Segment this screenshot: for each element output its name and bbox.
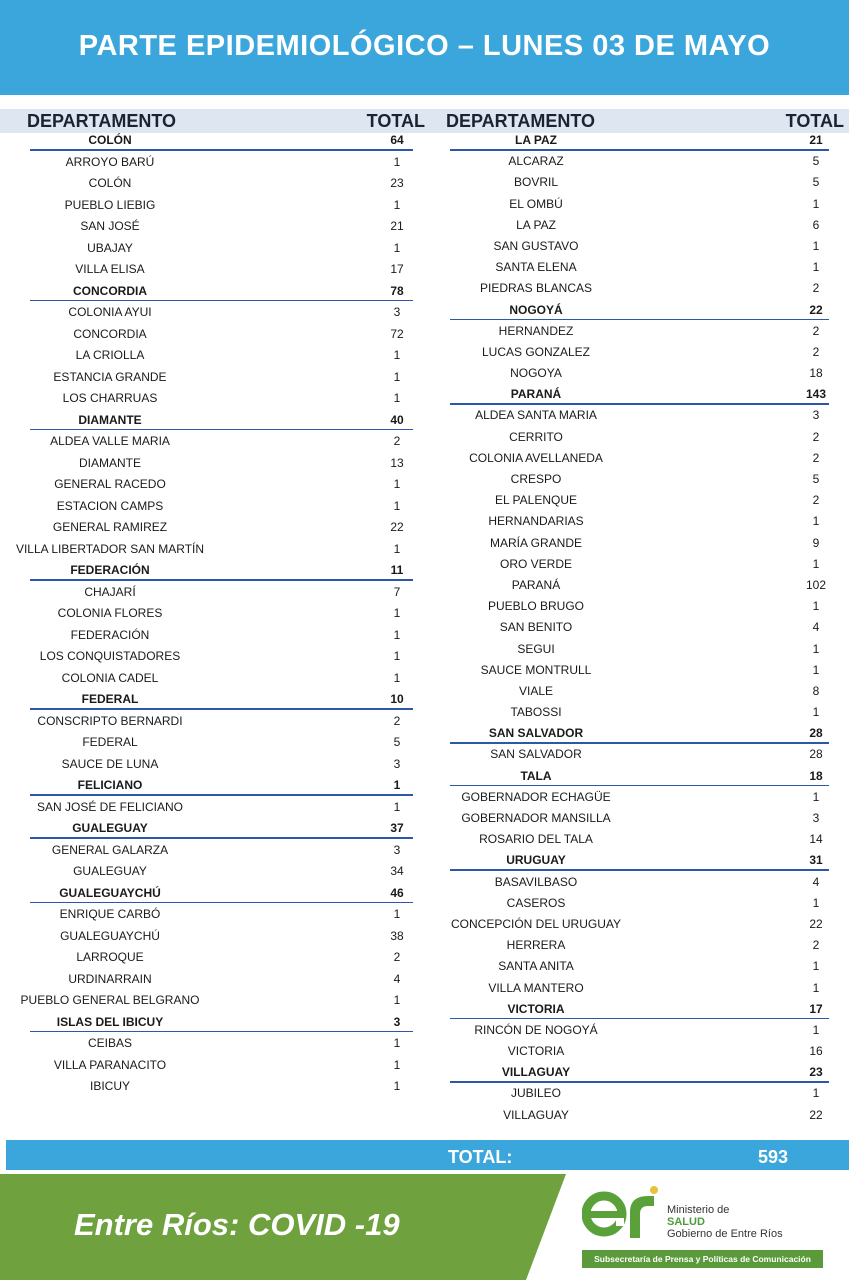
locality-row xyxy=(440,705,849,726)
locality-total: 2 xyxy=(812,938,820,953)
locality-total: 4 xyxy=(393,971,401,986)
locality-total: 3 xyxy=(393,842,401,857)
locality-name: SANTA ELENA xyxy=(495,260,577,275)
locality-row xyxy=(0,1036,425,1058)
department-row xyxy=(0,692,425,714)
locality-name: VIALE xyxy=(518,683,554,698)
locality-row xyxy=(440,281,849,302)
locality-name: CONSCRIPTO BERNARDI xyxy=(37,713,183,728)
locality-name: BOVRIL xyxy=(513,175,559,190)
department-total: 23 xyxy=(809,1065,823,1080)
locality-total: 5 xyxy=(812,154,820,169)
locality-total: 28 xyxy=(809,747,823,762)
locality-name: GENERAL GALARZA xyxy=(51,842,169,857)
locality-name: CONCEPCIÓN DEL URUGUAY xyxy=(450,916,622,931)
locality-name: SAN JOSÉ xyxy=(80,219,140,233)
locality-total: 5 xyxy=(812,472,820,486)
left-column-header xyxy=(0,109,425,133)
locality-name: GOBERNADOR MANSILLA xyxy=(461,811,611,825)
locality-row xyxy=(440,345,849,366)
locality-name: COLONIA AVELLANEDA xyxy=(469,450,603,465)
locality-total: 1 xyxy=(812,980,820,995)
locality-row xyxy=(440,875,849,896)
department-total: 78 xyxy=(390,283,404,298)
locality-name: VICTORIA xyxy=(507,1044,565,1059)
locality-row xyxy=(0,219,425,241)
department-row xyxy=(440,769,849,790)
locality-name: ALDEA VALLE MARIA xyxy=(50,434,170,448)
locality-name: NOGOYA xyxy=(510,366,562,381)
locality-row xyxy=(440,1023,849,1044)
locality-row xyxy=(0,477,425,499)
locality-name: LA CRIOLLA xyxy=(75,348,145,362)
locality-total: 1 xyxy=(393,477,401,491)
department-name: PARANÁ xyxy=(510,387,562,402)
locality-name: CASEROS xyxy=(506,895,566,910)
right-rows xyxy=(440,133,849,1129)
locality-row xyxy=(440,451,849,472)
locality-name: HERNANDARIAS xyxy=(488,514,584,529)
locality-name: ORO VERDE xyxy=(499,556,573,571)
department-name: VILLAGUAY xyxy=(501,1065,571,1080)
locality-total: 1 xyxy=(812,641,820,656)
locality-row xyxy=(0,993,425,1015)
locality-total: 2 xyxy=(812,493,820,508)
locality-name: SAUCE DE LUNA xyxy=(61,756,159,771)
grand-total-value: 593 xyxy=(758,1147,789,1167)
locality-total: 1 xyxy=(393,391,401,405)
locality-name: VILLA ELISA xyxy=(75,262,145,276)
department-name: GUALEGUAY xyxy=(72,821,148,835)
locality-name: ENRIQUE CARBÓ xyxy=(59,907,161,921)
locality-name: COLÓN xyxy=(88,176,132,190)
department-row xyxy=(0,563,425,585)
locality-row xyxy=(440,366,849,387)
ministry-text xyxy=(667,1204,783,1240)
total-header: TOTAL xyxy=(785,111,844,131)
locality-row xyxy=(440,154,849,175)
locality-row xyxy=(440,557,849,578)
locality-total: 1 xyxy=(812,238,820,253)
locality-row xyxy=(440,684,849,705)
total-header: TOTAL xyxy=(366,111,425,131)
locality-row xyxy=(0,585,425,607)
locality-total: 16 xyxy=(809,1044,823,1059)
locality-name: GENERAL RACEDO xyxy=(54,477,166,491)
locality-row xyxy=(440,1108,849,1129)
department-total: 143 xyxy=(805,387,827,402)
locality-total: 1 xyxy=(812,895,820,910)
locality-row xyxy=(0,198,425,220)
locality-total: 1 xyxy=(393,627,401,642)
locality-row xyxy=(440,239,849,260)
locality-name: BASAVILBASO xyxy=(494,874,578,889)
locality-total: 3 xyxy=(393,756,401,771)
locality-name: ESTANCIA GRANDE xyxy=(53,369,167,384)
department-total: 17 xyxy=(809,1001,823,1016)
locality-total: 21 xyxy=(390,219,404,233)
locality-row xyxy=(0,456,425,478)
locality-row xyxy=(0,305,425,327)
locality-total: 22 xyxy=(390,520,404,534)
locality-name: SEGUI xyxy=(517,641,555,656)
department-name: FELICIANO xyxy=(77,778,143,792)
locality-row xyxy=(0,176,425,198)
locality-name: TABOSSI xyxy=(510,705,562,720)
department-name: NOGOYÁ xyxy=(509,302,563,317)
locality-total: 34 xyxy=(390,864,404,878)
department-total: 10 xyxy=(390,692,404,706)
locality-row xyxy=(440,472,849,493)
locality-name: EL PALENQUE xyxy=(494,493,578,508)
locality-row xyxy=(440,790,849,811)
locality-row xyxy=(440,493,849,514)
locality-row xyxy=(0,241,425,263)
department-total: 37 xyxy=(390,821,404,835)
locality-row xyxy=(440,514,849,535)
locality-total: 1 xyxy=(393,1079,401,1093)
locality-total: 1 xyxy=(812,789,820,804)
locality-name: CERRITO xyxy=(509,429,563,444)
locality-total: 13 xyxy=(390,455,404,470)
department-total: 3 xyxy=(393,1014,401,1029)
locality-name: CONCORDIA xyxy=(73,326,147,341)
locality-name: SAN SALVADOR xyxy=(490,747,582,762)
locality-row xyxy=(0,950,425,972)
locality-total: 1 xyxy=(812,556,820,571)
page-title: PARTE EPIDEMIOLÓGICO – LUNES 03 DE MAYO xyxy=(78,30,771,62)
locality-name: ALDEA SANTA MARIA xyxy=(475,408,597,423)
locality-name: COLONIA FLORES xyxy=(57,606,163,620)
locality-total: 3 xyxy=(812,811,820,825)
locality-row xyxy=(440,959,849,980)
locality-row xyxy=(0,370,425,392)
locality-total: 6 xyxy=(812,217,820,232)
department-name: TALA xyxy=(520,768,552,783)
department-row xyxy=(0,821,425,843)
locality-name: RINCÓN DE NOGOYÁ xyxy=(474,1022,598,1037)
locality-row xyxy=(440,197,849,218)
department-name: COLÓN xyxy=(88,133,132,147)
locality-total: 4 xyxy=(812,874,820,889)
locality-total: 1 xyxy=(812,662,820,677)
locality-row xyxy=(440,578,849,599)
locality-name: VILLA PARANACITO xyxy=(53,1057,167,1072)
locality-total: 1 xyxy=(393,541,401,556)
locality-total: 1 xyxy=(393,799,401,814)
locality-name: JUBILEO xyxy=(510,1086,562,1101)
locality-name: LARROQUE xyxy=(76,950,144,964)
locality-row xyxy=(440,430,849,451)
locality-name: PUEBLO LIEBIG xyxy=(64,197,156,212)
locality-name: LOS CHARRUAS xyxy=(62,391,158,405)
locality-name: LA PAZ xyxy=(516,217,556,232)
grand-total-bar xyxy=(6,1140,849,1170)
department-total: 46 xyxy=(390,885,404,900)
department-row xyxy=(440,133,849,154)
locality-name: FEDERACIÓN xyxy=(70,627,150,642)
locality-row xyxy=(0,262,425,284)
locality-row xyxy=(0,714,425,736)
locality-total: 2 xyxy=(812,344,820,359)
locality-total: 1 xyxy=(393,670,401,685)
department-row xyxy=(440,303,849,324)
department-row xyxy=(440,387,849,408)
department-name: DIAMANTE xyxy=(78,412,142,427)
title-banner xyxy=(0,0,849,95)
locality-name: COLONIA AYUI xyxy=(68,305,152,319)
locality-row xyxy=(440,324,849,345)
department-row xyxy=(440,853,849,874)
locality-total: 1 xyxy=(812,196,820,211)
department-name: ISLAS DEL IBICUY xyxy=(56,1014,164,1029)
department-name: LA PAZ xyxy=(515,133,557,147)
locality-row xyxy=(440,747,849,768)
locality-row xyxy=(0,972,425,994)
locality-total: 1 xyxy=(393,498,401,513)
locality-row xyxy=(440,981,849,1002)
locality-total: 1 xyxy=(393,1036,401,1050)
locality-name: VILLA LIBERTADOR SAN MARTÍN xyxy=(15,541,205,556)
footer xyxy=(0,1174,849,1280)
locality-total: 5 xyxy=(393,735,401,749)
locality-total: 2 xyxy=(812,281,820,296)
locality-name: GUALEGUAY xyxy=(73,864,147,878)
department-name: FEDERAL xyxy=(81,692,139,706)
department-total: 21 xyxy=(809,133,823,147)
left-column xyxy=(0,109,425,1101)
locality-name: CRESPO xyxy=(510,472,562,486)
locality-total: 38 xyxy=(390,928,404,943)
department-total: 11 xyxy=(390,563,404,577)
locality-name: ESTACION CAMPS xyxy=(56,498,164,513)
locality-row xyxy=(0,843,425,865)
department-total: 22 xyxy=(809,302,823,317)
locality-total: 7 xyxy=(393,584,401,599)
er-logo-icon xyxy=(582,1182,662,1242)
locality-total: 1 xyxy=(812,514,820,529)
locality-total: 102 xyxy=(805,577,827,592)
locality-row xyxy=(0,649,425,671)
locality-total: 2 xyxy=(393,713,401,728)
department-total: 40 xyxy=(390,412,404,427)
locality-total: 1 xyxy=(812,1022,820,1037)
locality-row xyxy=(0,391,425,413)
ministry-line-2: SALUD xyxy=(667,1216,705,1228)
locality-name: UBAJAY xyxy=(87,240,133,255)
locality-total: 1 xyxy=(393,649,401,663)
locality-row xyxy=(440,896,849,917)
locality-total: 1 xyxy=(393,606,401,620)
locality-total: 8 xyxy=(812,683,820,698)
department-total: 1 xyxy=(393,778,401,792)
locality-name: SAN JOSÉ DE FELICIANO xyxy=(36,799,184,814)
right-column xyxy=(440,109,849,1129)
locality-name: EL OMBÚ xyxy=(509,196,563,211)
locality-row xyxy=(0,542,425,564)
ministry-line-1: Ministerio de xyxy=(667,1204,730,1216)
locality-name: HERRERA xyxy=(506,938,566,953)
locality-name: COLONIA CADEL xyxy=(61,670,159,685)
locality-total: 1 xyxy=(393,154,401,169)
locality-row xyxy=(440,599,849,620)
locality-total: 17 xyxy=(390,262,404,276)
locality-row xyxy=(0,800,425,822)
department-name: VICTORIA xyxy=(507,1001,565,1016)
locality-total: 1 xyxy=(393,348,401,362)
locality-total: 4 xyxy=(812,620,820,635)
department-row xyxy=(0,778,425,800)
locality-row xyxy=(440,811,849,832)
department-total: 64 xyxy=(390,133,404,147)
locality-total: 14 xyxy=(809,832,823,847)
locality-row xyxy=(440,832,849,853)
locality-name: ROSARIO DEL TALA xyxy=(479,832,593,847)
locality-total: 18 xyxy=(809,366,823,381)
department-row xyxy=(0,413,425,435)
locality-row xyxy=(440,917,849,938)
locality-row xyxy=(0,499,425,521)
locality-row xyxy=(0,735,425,757)
locality-name: ALCARAZ xyxy=(508,154,564,169)
locality-total: 22 xyxy=(809,1107,823,1122)
department-row xyxy=(0,284,425,306)
locality-name: ARROYO BARÚ xyxy=(65,154,155,169)
department-row xyxy=(440,726,849,747)
locality-total: 2 xyxy=(812,429,820,444)
locality-total: 1 xyxy=(812,959,820,974)
locality-row xyxy=(0,929,425,951)
locality-name: GENERAL RAMIREZ xyxy=(52,520,168,534)
locality-name: HERNANDEZ xyxy=(498,323,574,338)
locality-name: FEDERAL xyxy=(82,735,138,749)
locality-total: 1 xyxy=(812,1086,820,1101)
department-header: DEPARTAMENTO xyxy=(27,111,177,131)
locality-name: LOS CONQUISTADORES xyxy=(39,649,181,663)
locality-row xyxy=(0,628,425,650)
department-header: DEPARTAMENTO xyxy=(446,111,596,131)
locality-total: 1 xyxy=(393,907,401,921)
locality-total: 1 xyxy=(812,705,820,720)
locality-row xyxy=(440,1044,849,1065)
locality-total: 2 xyxy=(393,434,401,448)
locality-name: PARANÁ xyxy=(511,577,561,592)
locality-name: VILLAGUAY xyxy=(503,1107,569,1122)
locality-total: 3 xyxy=(393,305,401,319)
locality-row xyxy=(0,327,425,349)
locality-row xyxy=(440,620,849,641)
locality-name: PUEBLO GENERAL BELGRANO xyxy=(20,993,200,1007)
locality-name: GOBERNADOR ECHAGÜE xyxy=(461,789,611,804)
locality-row xyxy=(0,520,425,542)
locality-name: PIEDRAS BLANCAS xyxy=(479,281,593,296)
locality-total: 72 xyxy=(390,326,404,341)
right-column-header xyxy=(440,109,849,133)
subsecretaria-label: Subsecretaría de Prensa y Políticas de Comunicación xyxy=(582,1250,823,1268)
locality-row xyxy=(440,642,849,663)
locality-total: 1 xyxy=(812,260,820,275)
locality-name: CEIBAS xyxy=(87,1036,133,1050)
footer-slogan: Entre Ríos: COVID -19 xyxy=(74,1207,400,1242)
locality-total: 3 xyxy=(812,408,820,423)
locality-total: 2 xyxy=(812,323,820,338)
locality-total: 1 xyxy=(812,599,820,614)
department-row xyxy=(0,1015,425,1037)
locality-total: 1 xyxy=(393,240,401,255)
locality-row xyxy=(0,434,425,456)
department-name: SAN SALVADOR xyxy=(488,726,584,741)
locality-row xyxy=(440,175,849,196)
locality-row xyxy=(0,348,425,370)
locality-row xyxy=(440,218,849,239)
locality-name: PUEBLO BRUGO xyxy=(487,599,585,614)
locality-name: MARÍA GRANDE xyxy=(489,535,583,550)
locality-row xyxy=(440,938,849,959)
locality-total: 22 xyxy=(809,916,823,931)
department-row xyxy=(440,1002,849,1023)
ministry-line-3: Gobierno de Entre Ríos xyxy=(667,1228,783,1240)
locality-name: LUCAS GONZALEZ xyxy=(481,344,591,359)
locality-row xyxy=(0,907,425,929)
locality-total: 2 xyxy=(812,450,820,465)
department-name: CONCORDIA xyxy=(73,283,147,298)
locality-row xyxy=(0,757,425,779)
department-name: GUALEGUAYCHÚ xyxy=(59,885,161,900)
locality-row xyxy=(440,260,849,281)
department-row xyxy=(0,133,425,155)
locality-total: 23 xyxy=(390,176,404,190)
locality-row xyxy=(0,606,425,628)
locality-name: IBICUY xyxy=(89,1079,131,1093)
locality-name: VILLA MANTERO xyxy=(488,980,584,995)
locality-row xyxy=(440,536,849,557)
department-name: URUGUAY xyxy=(506,853,566,868)
left-rows xyxy=(0,133,425,1101)
locality-name: CHAJARÍ xyxy=(84,584,136,599)
locality-name: SANTA ANITA xyxy=(498,959,574,974)
locality-row xyxy=(440,1086,849,1107)
department-row xyxy=(440,1065,849,1086)
locality-name: DIAMANTE xyxy=(78,455,142,470)
department-row xyxy=(0,886,425,908)
locality-name: SAUCE MONTRULL xyxy=(480,662,592,677)
locality-total: 9 xyxy=(812,535,820,550)
locality-row xyxy=(440,408,849,429)
locality-name: SAN GUSTAVO xyxy=(493,238,579,253)
department-total: 28 xyxy=(809,726,823,741)
locality-row xyxy=(0,1079,425,1101)
locality-row xyxy=(0,155,425,177)
locality-total: 5 xyxy=(812,175,820,190)
locality-row xyxy=(0,1058,425,1080)
locality-total: 1 xyxy=(393,993,401,1007)
locality-name: GUALEGUAYCHÚ xyxy=(60,928,160,943)
locality-name: SAN BENITO xyxy=(499,620,573,635)
locality-name: URDINARRAIN xyxy=(68,971,152,986)
locality-row xyxy=(440,663,849,684)
locality-total: 1 xyxy=(393,197,401,212)
department-name: FEDERACIÓN xyxy=(70,563,150,577)
locality-row xyxy=(0,864,425,886)
locality-total: 2 xyxy=(393,950,401,964)
department-total: 31 xyxy=(809,853,823,868)
department-total: 18 xyxy=(809,768,823,783)
grand-total-label: TOTAL: xyxy=(448,1147,513,1167)
locality-total: 1 xyxy=(393,1057,401,1072)
locality-total: 1 xyxy=(393,369,401,384)
locality-row xyxy=(0,671,425,693)
